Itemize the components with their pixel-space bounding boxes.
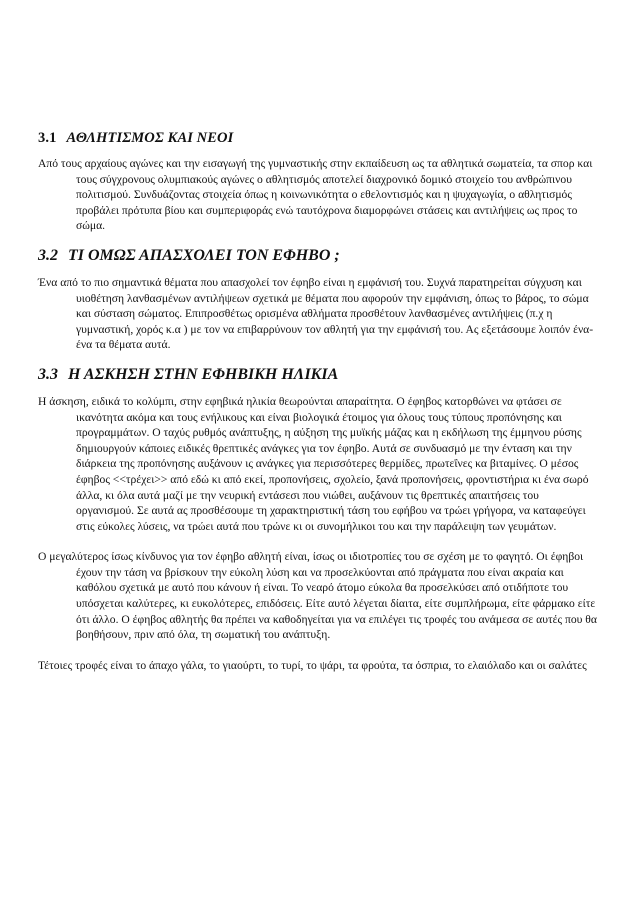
section-number: 3.2	[38, 246, 58, 264]
paragraph: Ένα από το πιο σημαντικά θέματα που απασχολεί τον έφηβο είναι η εμφάνισή του. Συχνά παρατηρείται σύγχυση και υιοθέτηση λανθασμένων αντιλήψεων σχετικά με θέματα που αφορούν την εμφάνιση, όπως το βάρος, το σώμα και σύσταση σώματος. Επιπροσθέτως ορισμένα αθλήματα προσθέτουν λανθασμένες αντιλήψεις (π.χ η γυμναστική, χορός κ.α ) με τον να επιβαρρύνουν τον αθλητή για την εμφάνισή του. Ας εξετάσουμε λοιπόν ένα-ένα τα θέματα αυτά.	[38, 275, 594, 352]
section-title: Η ΑΣΚΗΣΗ ΣΤΗΝ ΕΦΗΒΙΚΗ ΗΛΙΚΙΑ	[68, 365, 339, 383]
section-number: 3.1	[38, 130, 57, 146]
paragraph: Τέτοιες τροφές είναι το άπαχο γάλα, το γιαούρτι, το τυρί, το ψάρι, τα φρούτα, τα όσπρια, το ελαιόλαδο και οι σαλάτες	[38, 658, 587, 672]
section-heading-3-3	[38, 365, 598, 384]
paragraph: Η άσκηση, ειδικά το κολύμπι, στην εφηβικά ηλικία θεωρούνται απαραίτητα. Ο έφηβος κατορθώνει να φτάσει σε ικανότητα ακόμα και τους ενήλικους και είναι βιολογικά έτοιμος για όλους τους τύπους προπόνησης και προγραμμάτων. Ο ταχύς ρυθμός ανάπτυξης, η αύξηση της μυϊκής μάζας και η εκδήλωση της έμμηνου ρύσης δημιουργούν κάποιες ειδικές θρεπτικές ανάγκες για τον έφηβο. Αυτά σε συνδυασμό με την ένταση και την διάρκεια της προπόνησης αυξάνουν ις ανάγκες για περισσότερες θερμίδες, πρωτεΐνες κα βιταμίνες. Ο μέσος έφηβος <<τρέχει>> από εδώ κι από εκεί, προπονήσεις, σχολείο, ξανά προπονήσεις, φροντιστήρια κι ένα σωρό άλλα, κι όλα αυτά μαζί με την νευρική εντάσεσι που νιώθει, αυξάνουν τις θρεπτικές απαιτήσεις του οργανισμού. Σε αυτά ας προσθέσουμε τη χαρακτηριστική τάση του εφήβου να τρώει γρήγορα, να καταφεύγει στις εύκολες λύσεις, να τρώει αυτά που τρώνε κι οι συνομήλικοι του και την παράλειψη των γευμάτων.	[38, 394, 589, 533]
section-number: 3.3	[38, 365, 58, 383]
section-title: ΤΙ ΟΜΩΣ ΑΠΑΣΧΟΛΕΙ ΤΟΝ ΕΦΗΒΟ ;	[68, 246, 340, 264]
paragraph: Από τους αρχαίους αγώνες και την εισαγωγή της γυμναστικής στην εκπαίδευση ως τα αθλητικά σωματεία, τα σπορ και τους σύγχρονους ολυμπιακούς αγώνες ο αθλητισμός αποτελεί διαχρονικό δομικό στοιχείο του ανθρώπινου πολιτισμού. Συνδυάζοντας στοιχεία όπως η κοινωνικότητα ο εθελοντισμός και η ψυχαγωγία, ο αθλητισμός προβάλει πρότυπα βίου και συμπεριφοράς ενώ ταυτόχρονα διαμορφώνει στάσεις και αντιλήψεις ως προς το σώμα.	[38, 157, 593, 233]
section-heading-3-2	[38, 246, 598, 265]
paragraph: Ο μεγαλύτερος ίσως κίνδυνος για τον έφηβο αθλητή είναι, ίσως οι ιδιοτροπίες του σε σχέση με το φαγητό. Οι έφηβοι έχουν την τάση να βρίσκουν την εύκολη λύση και να προσελκύονται από πράγματα που είναι ακραία και καθόλου σχετικά με αυτό που κάνουν ή είναι. Το νεαρό άτομο εύκολα θα προσελκύσει από οτιδήποτε του υπόσχεται καλύτερες, κι ευκολότερες, επιδόσεις. Είτε αυτό λέγεται δίαιτα, είτε συμπλήρωμα, είτε φάρμακο είτε ότι άλλο. Ο έφηβος αθλητής θα πρέπει να καθοδηγείται για να επιλέγει τις τροφές του ανάμεσα σε αυτές που θα βοηθήσουν, πριν από όλα, τη σωματική του ανάπτυξη.	[38, 550, 597, 642]
section-heading-3-1	[38, 130, 598, 147]
section-title: ΑΘΛΗΤΙΣΜΟΣ ΚΑΙ ΝΕΟΙ	[66, 130, 234, 146]
